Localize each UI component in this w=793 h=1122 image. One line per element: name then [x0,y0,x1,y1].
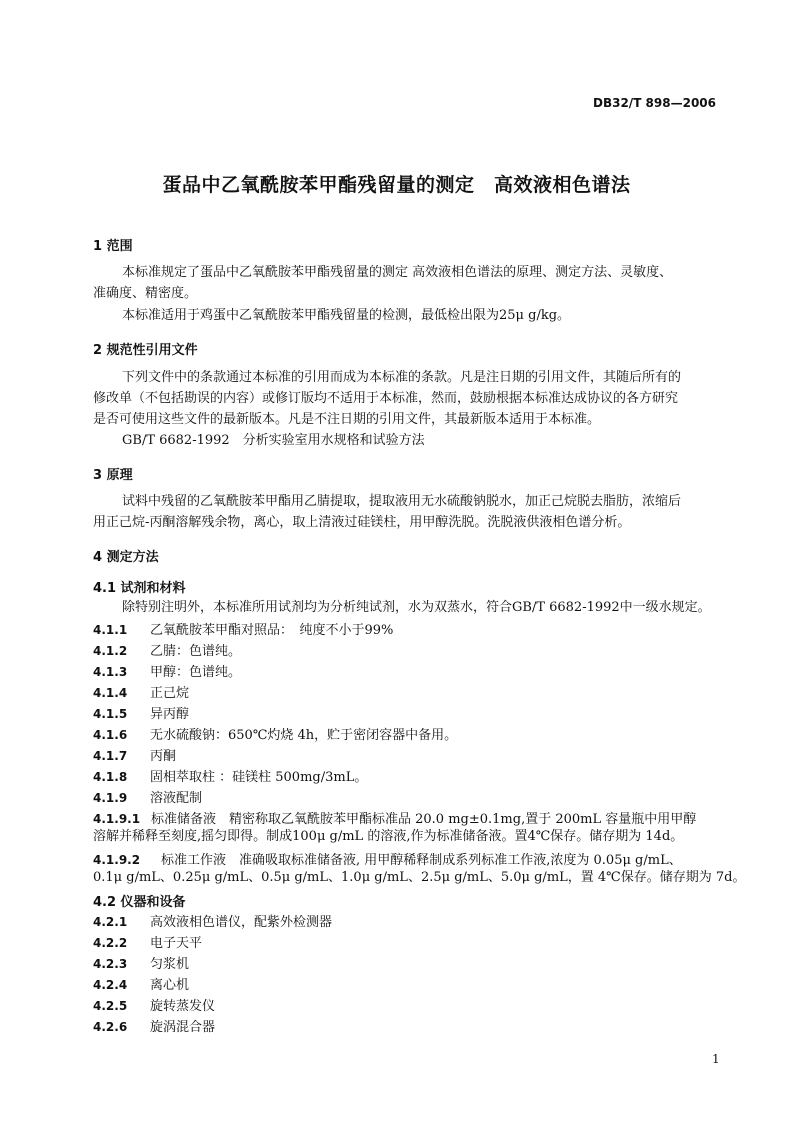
section-2-heading: 2 规范性引用文件 [93,343,198,358]
item-number: 4.1.2 [93,644,128,658]
item-number: 4.1.1 [93,623,128,637]
section-3-paragraph-line-1: 试料中残留的乙氧酰胺苯甲酯用乙腈提取，提取液用无水硫酸钠脱水，加正己烷脱去脂肪，浓缩后 [122,494,682,509]
item-number: 4.1.9.2 [93,853,141,867]
list-item [93,974,189,993]
item-number: 4.2.2 [93,936,128,950]
list-item [93,724,457,743]
section-1-paragraph-2: 本标准适用于鸡蛋中乙氧酰胺苯甲酯残留量的检测，最低检出限为25μ g/kg。 [122,308,571,323]
list-item [93,932,202,951]
item-text: 乙氧酰胺苯甲酯对照品： 纯度不小于99% [150,623,394,638]
item-text: 无水硫酸钠：650℃灼烧 4h，贮于密闭容器中备用。 [150,728,458,743]
item-text: 电子天平 [150,936,203,951]
item-text: 溶液配制 [150,791,203,806]
section-4-2-heading: 4.2 仪器和设备 [93,895,186,910]
section-1-paragraph-1-line-2: 准确度、精密度。 [93,286,198,301]
item-number: 4.1.4 [93,686,128,700]
item-number: 4.2.5 [93,999,128,1013]
section-4-heading: 4 测定方法 [93,550,159,565]
item-number: 4.1.8 [93,770,128,784]
page-number: 1 [712,1052,720,1066]
item-text: 正己烷 [150,686,190,701]
list-item [93,995,215,1014]
list-item [93,619,393,638]
item-number: 4.1.5 [93,707,128,721]
item-number: 4.2.3 [93,957,128,971]
list-item [93,1016,215,1035]
section-4-1-heading: 4.1 试剂和材料 [93,581,186,596]
section-2-paragraph-line-3: 是否可使用这些文件的最新版本。凡是不注日期的引用文件，其最新版本适用于本标准。 [93,412,601,427]
item-text: 甲醇：色谱纯。 [150,665,242,680]
item-text: 高效液相色谱仪，配紫外检测器 [150,915,333,930]
item-text: 标准工作液 准确吸取标准储备液, 用甲醇稀释制成系列标准工作液,浓度为 0.05μ g/mL、 [161,853,682,868]
list-item-4-1-9-2 [93,849,682,868]
section-1-paragraph-1-line-1: 本标准规定了蛋品中乙氧酰胺苯甲酯残留量的测定 高效液相色谱法的原理、测定方法、灵敏度、 [122,265,673,280]
item-text: 异丙醇 [150,707,190,722]
document-title: 蛋品中乙氧酰胺苯甲酯残留量的测定 高效液相色谱法 [162,174,631,196]
list-item [93,787,202,806]
section-2-paragraph-line-2: 修改单（不包括勘误的内容）或修订版均不适用于本标准，然而，鼓励根据本标准达成协议的各方研究 [93,391,679,406]
section-4-1-intro: 除特别注明外，本标准所用试剂均为分析纯试剂，水为双蒸水，符合GB/T 6682-1992中一级水规定。 [122,600,711,615]
item-number: 4.2.6 [93,1020,128,1034]
item-number: 4.2.4 [93,978,128,992]
item-text: 固相萃取柱 ：硅镁柱 500mg/3mL。 [150,770,368,785]
item-number: 4.1.9.1 [93,812,141,826]
list-item [93,703,189,722]
item-text: 标准储备液 精密称取乙氧酰胺苯甲酯标准品 20.0 mg±0.1mg,置于 200mL 容量瓶中用甲醇 [151,812,697,827]
list-item [93,911,332,930]
item-number: 4.1.9 [93,791,128,805]
item-text: 旋转蒸发仪 [150,999,216,1014]
item-number: 4.1.7 [93,749,128,763]
item-number: 4.2.1 [93,915,128,929]
normative-reference: GB/T 6682-1992 分析实验室用水规格和试验方法 [122,433,425,448]
list-item [93,661,241,680]
item-text: 匀浆机 [150,957,190,972]
item-number: 4.1.6 [93,728,128,742]
list-item [93,640,241,659]
list-item [93,766,367,785]
section-2-paragraph-line-1: 下列文件中的条款通过本标准的引用而成为本标准的条款。凡是注日期的引用文件，其随后所有的 [122,370,682,385]
standard-code: DB32/T 898—2006 [593,96,716,110]
list-item [93,745,176,764]
section-1-heading: 1 范围 [93,239,133,254]
list-item-4-1-9-2-continued: 0.1μ g/mL、0.25μ g/mL、0.5μ g/mL、1.0μ g/mL、2.5μ g/mL、5.0μ g/mL，置 4℃保存。储存期为 7d。 [93,870,746,885]
item-text: 离心机 [150,978,190,993]
section-3-heading: 3 原理 [93,468,133,483]
list-item-4-1-9-1-continued: 溶解并稀释至刻度,摇匀即得。制成100μ g/mL 的溶液,作为标准储备液。置4℃保存。储存期为 14d。 [93,829,684,844]
list-item [93,682,189,701]
list-item [93,953,189,972]
item-number: 4.1.3 [93,665,128,679]
item-text: 丙酮 [150,749,177,764]
section-3-paragraph-line-2: 用正己烷-丙酮溶解残余物，离心，取上清液过硅镁柱，用甲醇洗脱。洗脱液供液相色谱分析。 [93,515,631,530]
item-text: 乙腈：色谱纯。 [150,644,242,659]
list-item-4-1-9-1 [93,808,696,827]
item-text: 旋涡混合器 [150,1020,216,1035]
